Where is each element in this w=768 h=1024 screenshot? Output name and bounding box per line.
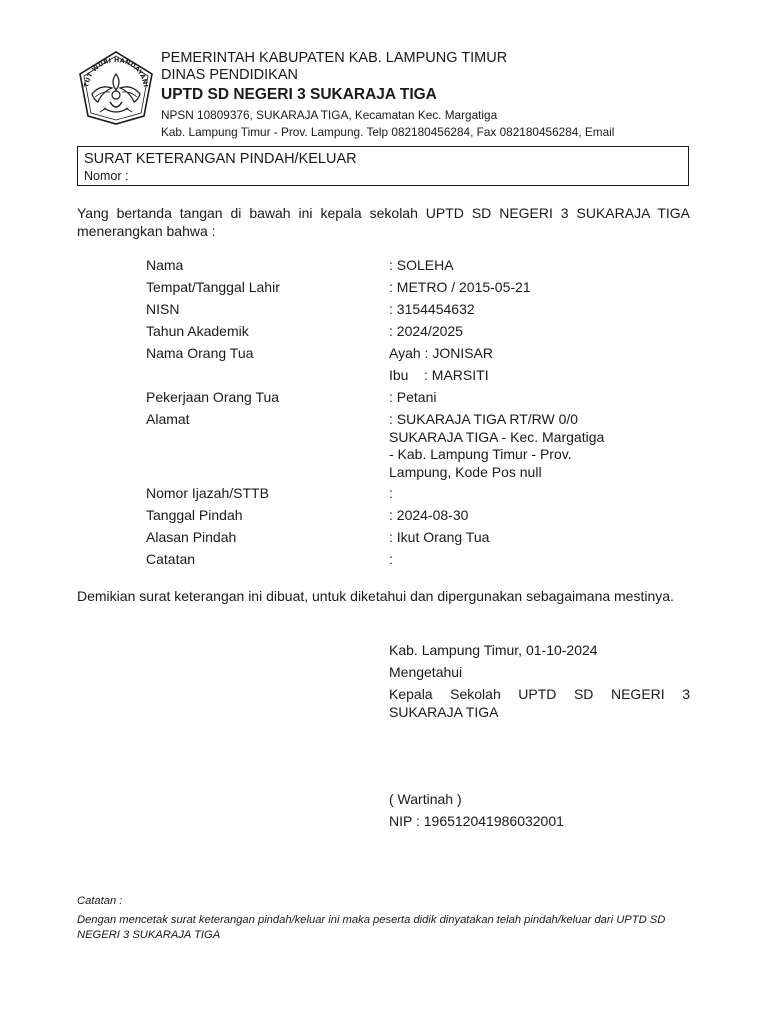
field-value-catatan: : — [389, 551, 393, 567]
signature-position: Kepala Sekolah UPTD SD NEGERI 3 SUKARAJA TIGA — [389, 686, 690, 720]
field-value-nisn: : 3154454632 — [389, 301, 475, 317]
letter-number: Nomor : — [84, 169, 129, 183]
letter-title: SURAT KETERANGAN PINDAH/KELUAR — [84, 151, 357, 167]
closing-paragraph: Demikian surat keterangan ini dibuat, untuk diketahui dan dipergunakan sebagaimana mestinya. — [77, 588, 674, 604]
field-value-alamat-2: SUKARAJA TIGA - Kec. Margatiga — [389, 428, 605, 445]
letter-title-box — [77, 146, 689, 186]
signature-place-date: Kab. Lampung Timur, 01-10-2024 — [389, 642, 598, 658]
field-label-nisn: NISN — [146, 301, 180, 317]
field-label-ijazah: Nomor Ijazah/STTB — [146, 485, 269, 501]
field-label-ortu: Nama Orang Tua — [146, 345, 254, 361]
letterhead-contact: Kab. Lampung Timur - Prov. Lampung. Telp 082180456284, Fax 082180456284, Email — [161, 125, 615, 139]
footnote-text: Dengan mencetak surat keterangan pindah/keluar ini maka peserta didik dinyatakan telah pindah/keluar dari UPTD SD NEGERI 3 SUKARAJA TIGA — [77, 914, 666, 941]
signature-nip: NIP : 196512041986032001 — [389, 813, 564, 829]
field-label-tanggal: Tanggal Pindah — [146, 507, 243, 523]
letterhead-school-name: UPTD SD NEGERI 3 SUKARAJA TIGA — [161, 86, 437, 103]
field-value-ibu: Ibu : MARSITI — [389, 367, 489, 383]
letterhead-government: PEMERINTAH KABUPATEN KAB. LAMPUNG TIMUR — [161, 50, 508, 66]
field-label-ttl: Tempat/Tanggal Lahir — [146, 279, 280, 295]
intro-paragraph: Yang bertanda tangan di bawah ini kepala sekolah UPTD SD NEGERI 3 SUKARAJA TIGA menerangkan bahwa : — [77, 205, 690, 239]
footnote-label: Catatan : — [77, 895, 123, 907]
signature-name: ( Wartinah ) — [389, 791, 462, 807]
field-value-alamat-1: : SUKARAJA TIGA RT/RW 0/0 — [389, 411, 579, 427]
letterhead-department: DINAS PENDIDIKAN — [161, 67, 298, 83]
field-value-ttl: : METRO / 2015-05-21 — [389, 279, 531, 295]
field-value-ijazah: : — [389, 485, 393, 501]
field-label-pekerjaan: Pekerjaan Orang Tua — [146, 389, 280, 405]
field-label-nama: Nama — [146, 257, 184, 273]
field-label-catatan: Catatan — [146, 551, 196, 567]
field-label-alamat: Alamat — [146, 411, 190, 427]
field-value-tahun: : 2024/2025 — [389, 323, 463, 339]
field-label-alasan: Alasan Pindah — [146, 529, 237, 545]
field-value-ayah: Ayah : JONISAR — [389, 345, 494, 361]
field-value-alasan: : Ikut Orang Tua — [389, 529, 490, 545]
letterhead — [161, 50, 701, 140]
field-value-tanggal: : 2024-08-30 — [389, 507, 469, 523]
letterhead-npsn-address: NPSN 10809376, SUKARAJA TIGA, Kecamatan Kec. Margatiga — [161, 108, 498, 122]
field-label-tahun: Tahun Akademik — [146, 323, 249, 339]
field-value-pekerjaan: : Petani — [389, 389, 437, 405]
field-value-alamat-3: - Kab. Lampung Timur - Prov. — [389, 446, 572, 462]
tut-wuri-handayani-logo-icon — [76, 50, 156, 126]
field-value-alamat-4: Lampung, Kode Pos null — [389, 463, 542, 480]
field-value-nama: : SOLEHA — [389, 257, 454, 273]
signature-know: Mengetahui — [389, 664, 463, 680]
svg-text:TUT WURI HANDAYANI: TUT WURI HANDAYANI — [83, 56, 149, 88]
